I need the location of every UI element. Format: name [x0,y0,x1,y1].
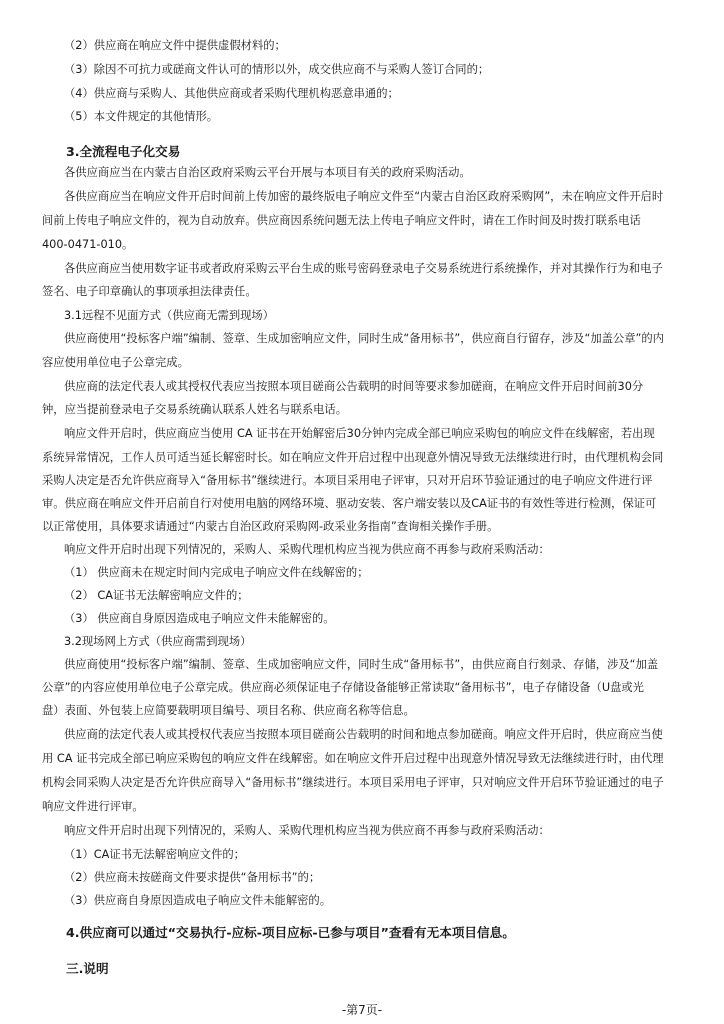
subsection-heading: 3.1远程不见面方式（供应商无需到现场） [64,309,275,322]
subsection-heading: 3.2现场网上方式（供应商需到现场） [64,635,252,648]
list-item: （3） 供应商自身原因造成电子响应文件未能解密的。 [64,612,335,625]
page-number: -第7页- [341,1003,383,1017]
paragraph-line: 响应文件开启时出现下列情况的，采购人、采购代理机构应当视为供应商不再参与政府采购活动： [64,824,550,837]
paragraph-line: 机构会同采购人决定是否允许供应商导入“备用标书”继续进行。本项目采用电子评审，只对响应文件开启环节验证通过的电子 [42,776,664,789]
paragraph-line: 响应文件进行评审。 [42,800,144,813]
list-item: （2）供应商在响应文件中提供虚假材料的； [64,39,286,52]
paragraph-line: 各供应商应当在响应文件开启时间前上传加密的最终版电子响应文件至“内蒙古自治区政府采购网”，未在响应文件开启时 [64,190,664,203]
paragraph-line: 用 CA 证书完成全部已响应采购包的响应文件在线解密。如在响应文件开启过程中出现意外情况导致无法继续进行时，由代理 [42,752,664,765]
paragraph-line: 供应商的法定代表人或其授权代表应当按照本项目磋商公告载明的时间和地点参加磋商。响应文件开启时，供应商应当使 [64,728,663,741]
paragraph-line: 钟，应当提前登录电子交易系统确认联系人姓名与联系电话。 [42,403,348,416]
paragraph-line: 各供应商应当使用数字证书或者政府采购云平台生成的账号密码登录电子交易系统进行系统操作，并对其操作行为和电子 [64,262,663,275]
paragraph-line: 供应商使用“投标客户端”编制、签章、生成加密响应文件，同时生成“备用标书”，供应商自行留存，涉及“加盖公章”的内 [64,332,664,345]
paragraph-line: 400-0471-010。 [42,238,134,251]
paragraph-line: 响应文件开启时，供应商应当使用 CA 证书在开始解密后30分钟内完成全部已响应采购包的响应文件在线解密，若出现 [64,427,655,440]
paragraph-line: 公章”的内容应使用单位电子公章完成。供应商必须保证电子存储设备能够正常读取“备用标书”，电子存储设备（U盘或光 [42,681,644,694]
paragraph-line: 响应文件开启时出现下列情况的，采购人、采购代理机构应当视为供应商不再参与政府采购活动： [64,543,550,556]
paragraph-line: 容应使用单位电子公章完成。 [42,356,189,369]
paragraph-line: 盘）表面、外包装上应简要载明项目编号、项目名称、供应商名称等信息。 [42,704,415,717]
section-heading: 三.说明 [66,961,109,976]
list-item: （1）CA证书无法解密响应文件的； [64,848,245,861]
list-item: （5）本文件规定的其他情形。 [64,110,219,123]
list-item: （2）供应商未按磋商文件要求提供“备用标书”的； [64,871,321,884]
paragraph-line: 以正常使用，具体要求请通过“内蒙古自治区政府采购网-政采业务指南”查询相关操作手册。 [42,520,499,533]
paragraph-line: 系统异常情况，工作人员可适当延长解密时长。如在响应文件开启过程中出现意外情况导致无法继续进行时，由代理机构会同 [42,451,664,464]
paragraph-line: 审。供应商在响应文件开启前自行对使用电脑的网络环境、驱动安装、客户端安装以及CA证书的有效性等进行检测，保证可 [42,497,657,510]
list-item: （2） CA证书无法解密响应文件的； [64,589,249,602]
list-item: （3）除因不可抗力或磋商文件认可的情形以外，成交供应商不与采购人签订合同的； [64,63,490,76]
list-item: （1） 供应商未在规定时间内完成电子响应文件在线解密的； [64,566,369,579]
paragraph-line: 签名、电子印章确认的事项承担法律责任。 [42,285,257,298]
paragraph-line: 供应商的法定代表人或其授权代表应当按照本项目磋商公告载明的时间等要求参加磋商，在响应文件开启时间前30分 [64,380,644,393]
paragraph-line: 采购人决定是否允许供应商导入“备用标书”继续进行。本项目采用电子评审，只对开启环节验证通过的电子响应文件进行评 [42,474,653,487]
paragraph-line: 供应商使用“投标客户端”编制、签章、生成加密响应文件，同时生成“备用标书”，由供应商自行刻录、存储，涉及“加盖 [64,658,659,671]
paragraph-line: 各供应商应当在内蒙古自治区政府采购云平台开展与本项目有关的政府采购活动。 [64,166,471,179]
section-heading: 4.供应商可以通过“交易执行-应标-项目应标-已参与项目”查看有无本项目信息。 [66,925,515,940]
list-item: （3）供应商自身原因造成电子响应文件未能解密的。 [64,894,332,907]
section-heading: 3.全流程电子化交易 [66,144,181,159]
paragraph-line: 间前上传电子响应文件的，视为自动放弃。供应商因系统问题无法上传电子响应文件时，请在工作时间及时拨打联系电话 [42,214,641,227]
list-item: （4）供应商与采购人、其他供应商或者采购代理机构恶意串通的； [64,87,399,100]
